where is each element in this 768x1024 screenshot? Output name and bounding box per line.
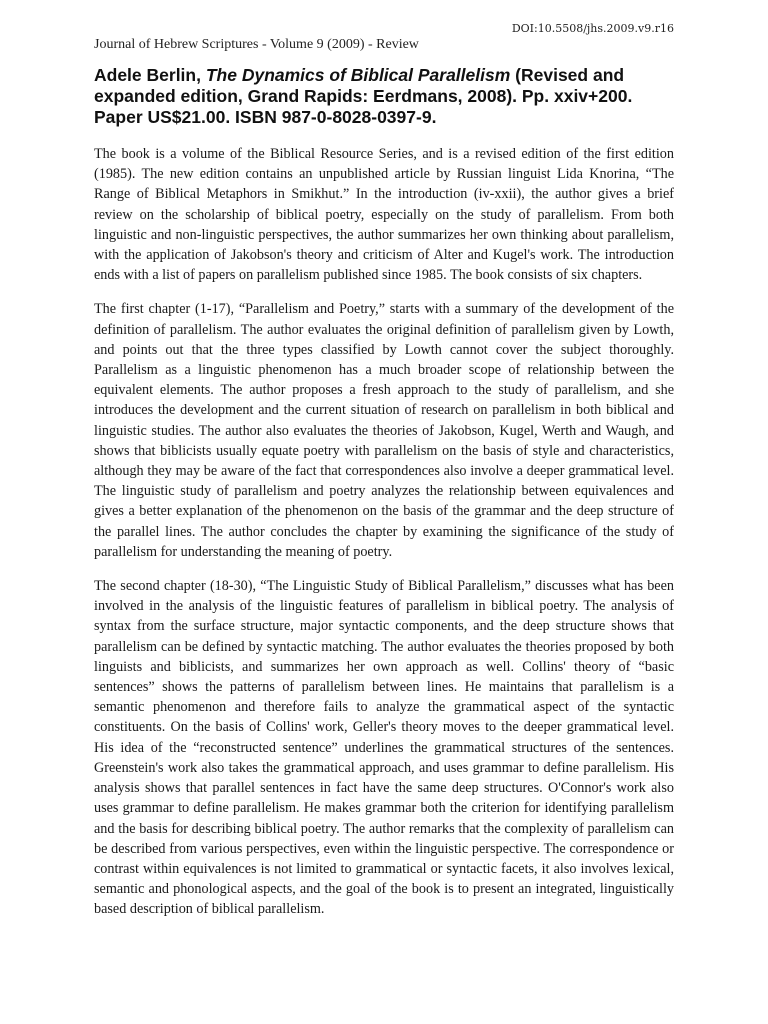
review-heading (94, 65, 684, 128)
running-head: Journal of Hebrew Scriptures - Volume 9 (2009) - Review (94, 37, 419, 52)
body-paragraph-1: The book is a volume of the Biblical Resource Series, and is a revised edition of the first edition (1985). The new edition contains an unpublished article by Russian linguist Lida Knorina, “The Range of Biblical Metaphors in Smikhut.” In the introduction (iv-xxii), the author gives a brief review on the scholarship of biblical poetry, especially on the study of parallelism. From both linguistic and non-linguistic perspectives, the author summarizes her own thinking about parallelism, with the application of Jakobson's theory and criticism of Alter and Kugel's work. The introduction ends with a list of papers on parallelism published since 1985. The book consists of six chapters. (94, 146, 674, 284)
doi-label: DOI:10.5508/jhs.2009.v9.r16 (511, 22, 674, 35)
review-book-title: The Dynamics of Biblical Parallelism (205, 65, 511, 85)
review-body (94, 144, 674, 934)
review-author: Adele Berlin, (94, 65, 201, 85)
body-paragraph-2: The first chapter (1-17), “Parallelism and Poetry,” starts with a summary of the development of the definition of parallelism. The author evaluates the original definition of parallelism given by Lowth, and points out that the three types classified by Lowth cannot cover the subject thoroughly. Parallelism as a linguistic phenomenon has a much broader scope of relationship between the equivalent elements. The author proposes a fresh approach to the study of parallelism, and she introduces the development and the current situation of research on parallelism in both biblical and linguistic studies. The author also evaluates the theories of Jakobson, Kugel, Werth and Waugh, and shows that biblicists usually equate poetry with parallelism on the basis of style and characteristics, although they may be aware of the fact that correspondences also involve a deeper grammatical level. The linguistic study of parallelism and poetry analyzes the relationship between equivalences and gives a better explanation of the phenomenon on the basis of the grammar and the deep structure of the parallel lines. The author concludes the chapter by examining the significance of the study of parallelism for understanding the meaning of poetry. (94, 301, 674, 560)
body-paragraph-3: The second chapter (18-30), “The Linguistic Study of Biblical Parallelism,” discusses what has been involved in the analysis of the linguistic features of parallelism in biblical poetry. The analysis of syntax from the surface structure, major syntactic components, and the deep structure shows that parallelism can be defined by syntactic matching. The author evaluates the theories proposed by both linguists and biblicists, and summarizes her own approach as well. Collins' theory of “basic sentences” shows the patterns of parallelism between lines. He maintains that parallelism is a semantic phenomenon and therefore fails to analyze the grammatical aspect of the syntactic constituents. On the basis of Collins' work, Geller's theory moves to the deeper grammatical level. His idea of the “reconstructed sentence” underlines the grammatical structures of the sentences. Greenstein's work also takes the grammatical approach, and uses grammar to define parallelism. His analysis shows that parallel sentences in fact have the same deep structures. O'Connor's work also uses grammar to define parallelism. He makes grammar both the criterion for identifying parallelism and the basis for describing biblical poetry. The author remarks that the complexity of parallelism can be described from various perspectives, even within the linguistic perspective. The correspondence or contrast within equivalences is not limited to grammatical or syntactic facets, it also involves lexical, semantic and phonological aspects, and the goal of the book is to present an integrated, linguistically based description of biblical parallelism. (94, 578, 674, 918)
review-book-details: (Revised and expanded edition, Grand Rapids: Eerdmans, 2008). Pp. xxiv+200. Paper US$21.00. ISBN 987-0-8028-0397-9. (94, 65, 633, 127)
